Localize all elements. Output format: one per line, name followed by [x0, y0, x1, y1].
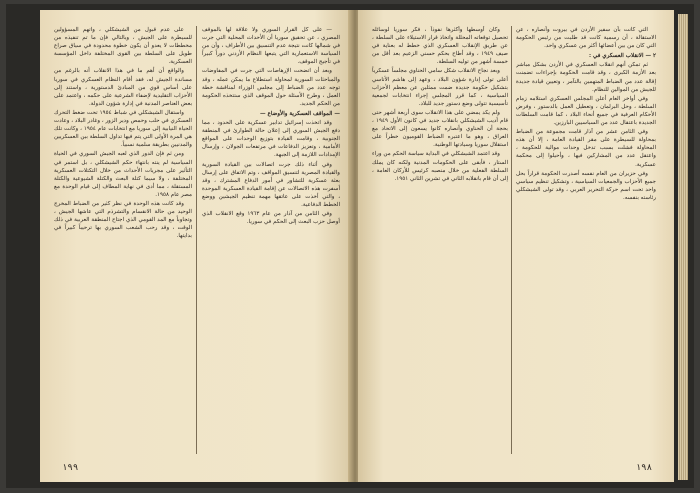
page-edges	[678, 14, 688, 480]
paragraph: وفي أواخر العام أعلن المجلس العسكري استلامه زمام السلطة ، وحل البرلمان ، وتعطيل العمل بالدستور ، وفرض الأحكام العرفية في جميع أنحاء البلاد ، كما قامت السلطات الجديدة باعتقال عدد من السياسيين البارزين.	[516, 95, 656, 127]
paragraph: وفي الثامن عشر من آذار قامت مجموعة من الضباط بمحاولة للسيطرة على مقر القيادة العامة ، إلا أن هذه المحاولة فشلت بسبب تدخل وحدات موالية للحكومة ، واعتقل عدد من المشاركين فيها ، وأحيلوا إلى محكمة عسكرية.	[516, 129, 656, 168]
paragraph: ومن ثم فإن الدور الذي لعبه الجيش السوري في الحياة السياسية لم ينته بانتهاء حكم الشيشكلي ، بل استمر في التأثير على مجريات الأحداث من خلال التكتلات العسكرية المختلفة ، ولا سيما كتلة البعث والكتلة الشيوعية والكتلة المستقلة ، مما أدى في نهاية المطاف إلى قيام الوحدة مع مصر عام ١٩٥٨.	[54, 151, 192, 198]
left-page-column-right	[202, 26, 340, 456]
section-heading: ٢ — الانقلاب العسكري في :	[589, 53, 656, 60]
page-number: ١٩٩	[62, 463, 79, 473]
column-divider	[511, 26, 512, 454]
left-page	[40, 10, 352, 482]
right-page-column-right	[516, 26, 656, 456]
right-page	[358, 10, 674, 482]
open-book	[6, 4, 694, 488]
left-page-column-left	[54, 26, 192, 456]
paragraph: وكان أوسطها وأكثرها نفوذاً ، فكر سوريا لوسائله تحصيل توقعاته المحللة واتخاذ قرار الاستيلاء على السلطة ، عن طريق الإنقلاب العسكري الذي خطط له بعناية في صيف ١٩٤٩ ، وقد أطاح بحكم حسني الزعيم بعد أقل من خمسة أشهر من توليه السلطة.	[372, 27, 508, 66]
page-number: ١٩٨	[635, 463, 652, 473]
paragraph: والواقع أن أهم ما في هذا الانقلاب أنه بالرغم من مساندة الجيش له، فقد أقام النظام العسكري في سوريا على أساس قوي من المبادئ الدستورية ، واستند إلى الأحزاب التقليدية لإضفاء الشرعية على حكمه ، واعتمد على بعض العناصر المدنية في إدارة شؤون الدولة.	[54, 68, 192, 107]
paragraph: وقد اعتمد الشيشكلي في البداية سياسة الحكم من وراء الستار ، فأبقى على الحكومات المدنية ولكنه كان يملك السلطة الفعلية من خلال منصبه كرئيس للأركان العامة ، إلى أن قام بانقلابه الثاني في تشرين الثاني ١٩٥١.	[372, 151, 508, 182]
right-page-column-left	[372, 26, 508, 456]
paragraph: وقد كانت هذه الوحدة في نظر كثير من الضباط المخرج الوحيد من حالة الانقسام والتشرذم التي عاشها الجيش ، وتجاوباً مع المد القومي الذي اجتاح المنطقة العربية في ذلك الوقت ، وقد رحب الشعب السوري بها ترحيباً كبيراً في بدايتها.	[54, 200, 192, 240]
column-text	[372, 26, 508, 183]
column-text	[54, 26, 192, 240]
paragraph: التي كانت بأن سفير الأردن في بيروت وأنصاره ، عن الاستقالة ، أن رسمية كانت قد طلبت من رئيس الحكومة التي كان من بين أعضائها أكثر من عسكري واحد.	[516, 27, 656, 50]
column-text	[202, 26, 340, 226]
paragraph: وبعد أن اتضحت الإرهاصات التي جرت في المفاوضات والمباحثات السورية لمحاولة استطلاع ما يمكن عمله ، وقد توجه عدد من الضباط إلى مجلس الوزراء لمناقشة خطة العمل ، وطرح الأسئلة حول الموقف الذي ستتخذه الحكومة من الحكم الجديد.	[202, 68, 340, 107]
column-text	[516, 26, 656, 202]
paragraph: وفي الثامن من آذار من عام ١٩٦٣ وقع الانقلاب الذي أوصل حزب البعث إلى الحكم في سوريا.	[202, 211, 340, 226]
paragraph: واستقال الشيشكلي في شباط ١٩٥٤ تحت ضغط التحرك العسكري في حلب وحمص ودير الزور ، وغادر البلاد ، وعادت الحياة النيابية إلى سوريا مع انتخابات عام ١٩٥٤ ، وكانت تلك هي المرة الأولى التي يتم فيها تداول السلطة بين العسكريين والمدنيين بطريقة سلمية نسبياً.	[54, 109, 192, 149]
paragraph: على عدم قبول من الشيشكلي ، واتهم المسؤولين للسيطرة على الجيش ، وبالتالي فإن ما تم تنفيذه من مخططات لا يعدو أن يكون خطوة محدودة في سياق صراع طويل على السلطة بين القوى المختلفة داخل المؤسسة العسكرية.	[54, 27, 192, 66]
paragraph: — على كل القرار السوري ولا علاقة لها بالموقف المصري ، عن تحقيق سوريا أن الأحداث المحلية التي جرت في شمالها كانت نتيجة عدم التنسيق بين الأطراف ، وأن من السياسة الاستعمارية التي يتبعها النظام الأردني دوراً كبيراً في تأجيج الموقف.	[202, 27, 340, 66]
paragraph: ثم تمكن أنهم انقلاب العسكري في الأردن بشكل مباشر بعد الأزمة الكبرى ، وقد قامت الحكومة بإجراءات تضمنت إقالة عدد من الضباط المتهمين بالتآمر ، وتعيين قيادة جديدة للجيش من الموالين للنظام.	[516, 62, 656, 93]
paragraph: وفي حزيران من العام نفسه أصدرت الحكومة قراراً بحل جميع الأحزاب والجمعيات السياسية ، وتشكيل تنظيم سياسي واحد تحت اسم حركة التحرير العربي ، وقد تولى الشيشكلي رئاسته بنفسه.	[516, 170, 656, 201]
paragraph: ولم يكد يمضي على هذا الانقلاب سوى أربعة أشهر حتى قام أديب الشيشكلي بانقلاب جديد في كانون الأول ١٩٤٩ ، بحجة أن الحناوي وأنصاره كانوا يسعون إلى الاتحاد مع العراق ، وهو ما اعتبره الضباط القوميون خطراً على استقلال سوريا وسيادتها الوطنية.	[372, 109, 508, 149]
paragraph: وفي أثناء ذلك جرت اتصالات بين القيادة السورية والقيادة المصرية لتنسيق المواقف ، وتم الاتفاق على إرسال بعثة عسكرية للتشاور في أمور الدفاع المشترك ، وقد أسفرت هذه الاتصالات عن إقامة القيادة العسكرية الموحدة ، والتي أخذت على عاتقها مهمة تنظيم الجيشين ووضع الخطط الدفاعية.	[202, 161, 340, 208]
column-divider	[196, 26, 197, 454]
section-heading: — المواقف العسكرية والأوضاع —	[260, 110, 340, 117]
paragraph: وقد اتخذت إسرائيل تدابير عسكرية على الحدود ، مما دفع الجيش السوري إلى إعلان حالة الطوارئ في المنطقة الجنوبية ، وقامت القيادة بتوزيع الوحدات على المواقع الأمامية ، وتعزيز الدفاعات في مرتفعات الجولان ، وإرسال الإمدادات اللازمة إلى الجبهة.	[202, 120, 340, 159]
paragraph: وبعد نجاح الانقلاب شكل سامي الحناوي مجلساً عسكرياً أعلى تولى إدارة شؤون البلاد ، وعهد إلى هاشم الأتاسي بتشكيل حكومة جديدة ضمت ممثلين عن معظم الأحزاب السياسية ، كما قرر المجلس إجراء انتخابات لجمعية تأسيسية تتولى وضع دستور جديد للبلاد.	[372, 68, 508, 107]
